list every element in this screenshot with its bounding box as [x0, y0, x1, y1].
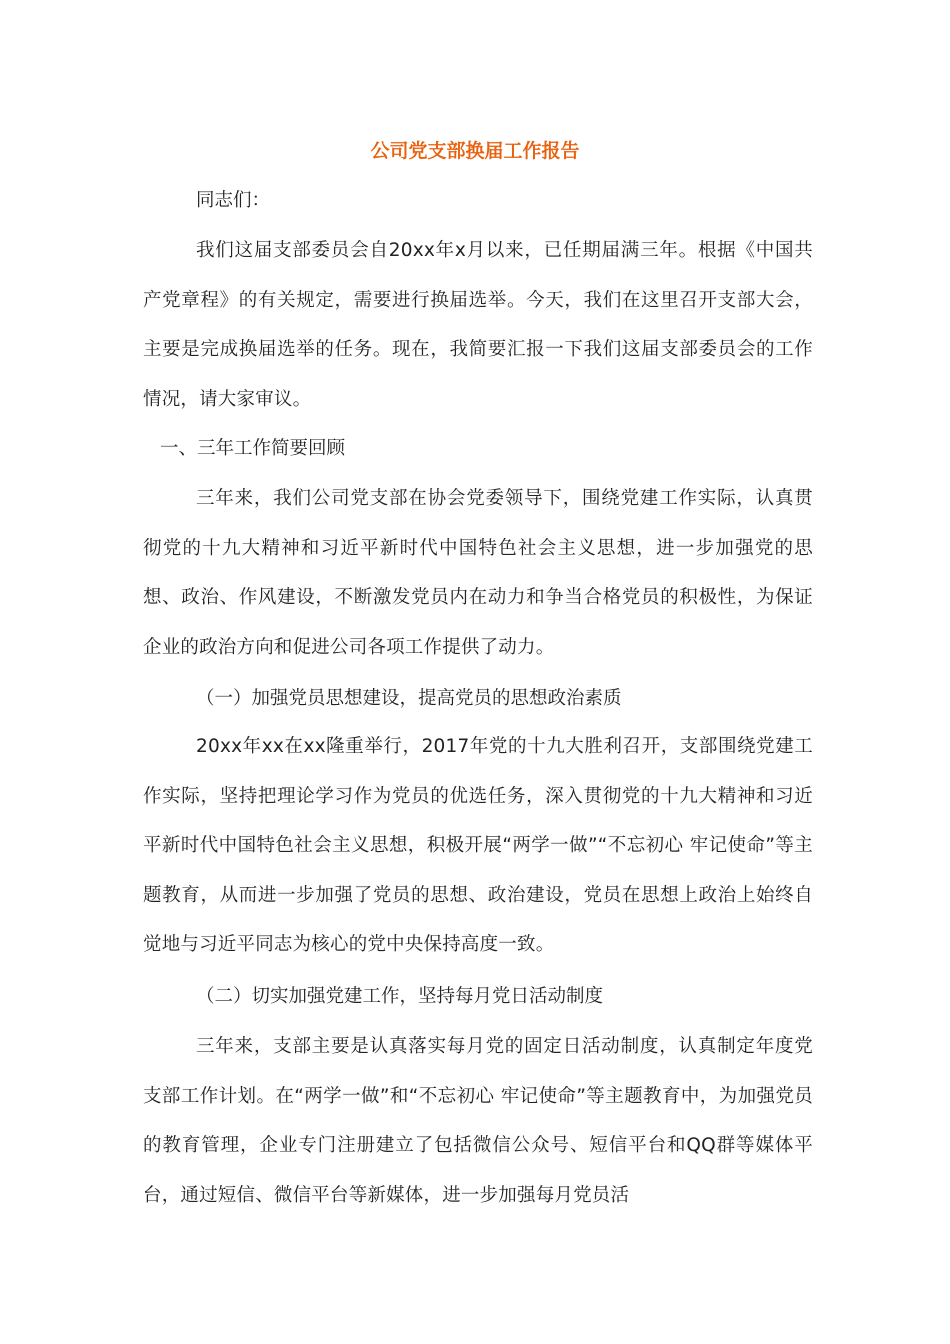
- sub-heading-1: （一）加强党员思想建设，提高党员的思想政治素质: [196, 688, 622, 709]
- paragraph-review: 三年来，我们公司党支部在协会党委领导下，围绕党建工作实际，认真贯彻党的十九大精神和习近平新时代中国特色社会主义思想，进一步加强党的思想、政治、作风建设，不断激发党员内在动力和争当合格党员的积极性，为保证企业的政治方向和促进公司各项工作提供了动力。: [143, 488, 813, 658]
- paragraph-ideology: 20xx年xx在xx隆重举行，2017年党的十九大胜利召开，支部围绕党建工作实际，坚持把理论学习作为党员的优选任务，深入贯彻党的十九大精神和习近平新时代中国特色社会主义思想，积极开展“两学一做”“不忘初心 牢记使命”等主题教育，从而进一步加强了党员的思想、政治建设，党员在思想上政治上始终自觉地与习近平同志为核心的党中央保持高度一致。: [143, 736, 813, 956]
- section-heading-1: 一、三年工作简要回顾: [160, 438, 346, 459]
- paragraph-intro: 我们这届支部委员会自20xx年x月以来，已任期届满三年。根据《中国共产党章程》的有关规定，需要进行换届选举。今天，我们在这里召开支部大会，主要是完成换届选举的任务。现在，我简要汇报一下我们这届支部委员会的工作情况，请大家审议。: [143, 240, 813, 410]
- sub-heading-2: （二）切实加强党建工作，坚持每月党日活动制度: [196, 986, 604, 1007]
- salutation: 同志们：: [196, 190, 271, 211]
- document-title: 公司党支部换届工作报告: [370, 140, 580, 162]
- paragraph-activities: 三年来，支部主要是认真落实每月党的固定日活动制度，认真制定年度党支部工作计划。在“两学一做”和“不忘初心 牢记使命”等主题教育中，为加强党员的教育管理，企业专门注册建立了包括微信公众号、短信平台和QQ群等媒体平台，通过短信、微信平台等新媒体，进一步加强每月党员活: [143, 1036, 813, 1206]
